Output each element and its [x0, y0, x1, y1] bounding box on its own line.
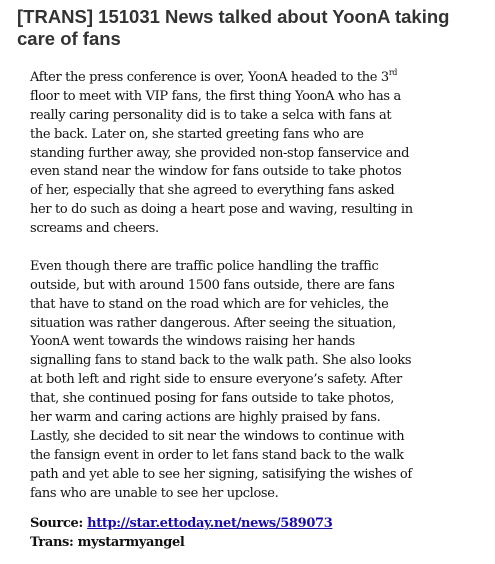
article-title: [TRANS] 151031 News talked about YoonA taking care of fans	[17, 6, 450, 49]
text-line: situation was rather dangerous. After seeing the situation,	[30, 315, 396, 331]
text-line: path and yet able to see her signing, satisifying the wishes of	[30, 466, 412, 482]
text-line: the back. Later on, she started greeting fans who are	[30, 126, 364, 142]
text-line: signalling fans to stand back to the walk path. She also looks	[30, 353, 412, 369]
text-line: floor to meet with VIP fans, the first thing YoonA who has a	[30, 88, 401, 104]
text-line: the fansign event in order to let fans stand back to the walk	[30, 447, 404, 463]
text-line: Lastly, she decided to sit near the windows to continue with	[30, 428, 405, 444]
text-line: YoonA went towards the windows raising her hands	[30, 334, 355, 350]
text-line: at both left and right side to ensure everyone’s safety. After	[30, 372, 402, 388]
text-line: Even though there are traffic police handling the traffic	[30, 258, 379, 274]
translator-credit: Trans: mystarmyangel	[30, 535, 185, 551]
paragraph-gap	[30, 239, 480, 258]
text-line: that have to stand on the road which are for vehicles, the	[30, 296, 389, 312]
superscript: rd	[388, 68, 398, 77]
text-line: fans who are unable to see her upclose.	[30, 485, 279, 501]
text-line	[30, 69, 480, 88]
text-line: standing further away, she provided non-stop fanservice and	[30, 145, 410, 161]
text-line: her warm and caring actions are highly praised by fans.	[30, 410, 381, 426]
text-line: even stand near the window for fans outside to take photos	[30, 164, 402, 180]
text-line: outside, but with around 1500 fans outside, there are fans	[30, 277, 395, 293]
text-line: that, she continued posing for fans outside to take photos,	[30, 391, 394, 407]
source-label: Source:	[30, 516, 83, 532]
text-line: her to do such as doing a heart pose and waving, resulting in	[30, 202, 413, 218]
article-body	[30, 69, 480, 553]
paragraph-2	[30, 258, 480, 504]
source-link[interactable]: http://star.ettoday.net/news/589073	[87, 516, 333, 532]
paragraph-1	[30, 69, 480, 239]
text-line: of her, especially that she agreed to everything fans asked	[30, 183, 395, 199]
text-line: screams and cheers.	[30, 221, 159, 237]
source-line	[30, 515, 480, 534]
text-line-start: After the press conference is over, YoonA headed to the 3	[30, 70, 389, 85]
text-line: really caring personality did is to take a selca with fans at	[30, 107, 392, 123]
